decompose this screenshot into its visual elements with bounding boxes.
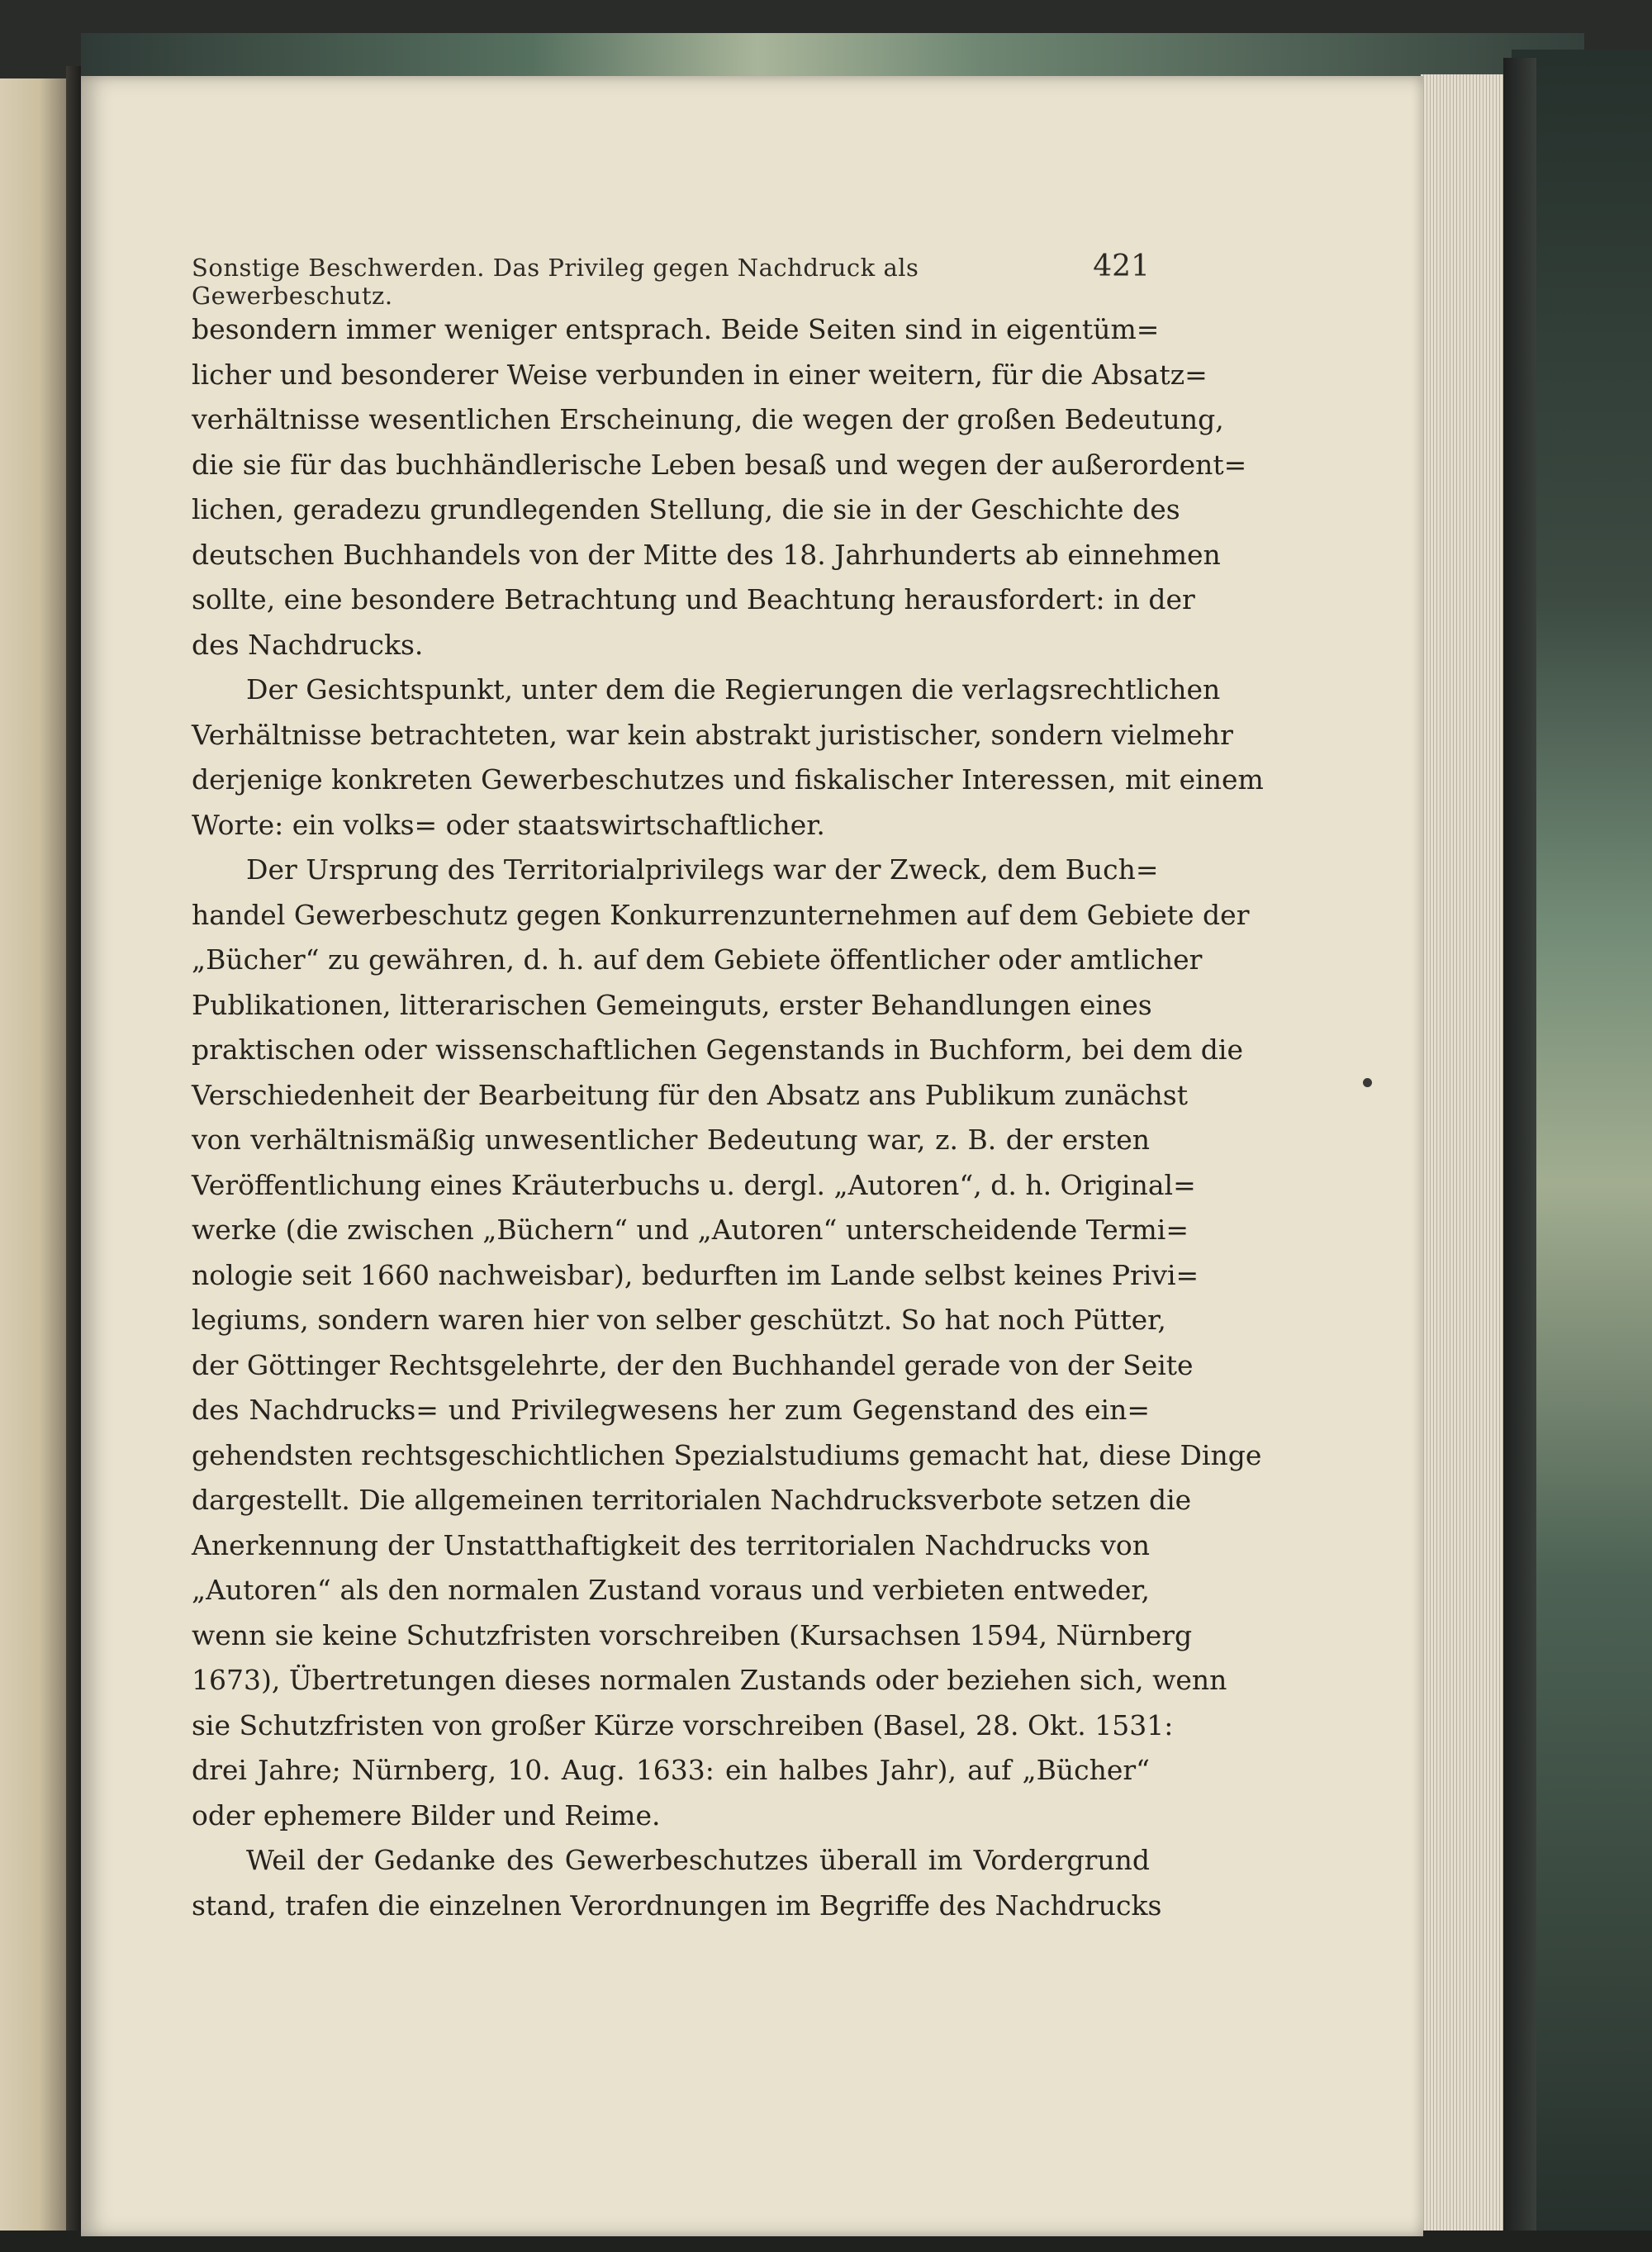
- cover-spine-shadow: [1503, 58, 1536, 2239]
- text-line: gehendsten rechtsgeschichtlichen Spezialstudiums gemacht hat, diese Dinge: [192, 1438, 1262, 1471]
- text-line: sie Schutzfristen von großer Kürze vorschreiben (Basel, 28. Okt. 1531:: [192, 1708, 1174, 1741]
- text-line: der Göttinger Rechtsgelehrte, der den Buchhandel gerade von der Seite: [192, 1348, 1194, 1381]
- page-number: 421: [1093, 249, 1150, 283]
- text-line: Worte: ein volks= oder staatswirtschaftlicher.: [192, 808, 825, 841]
- text-line: handel Gewerbeschutz gegen Konkurrenzunternehmen auf dem Gebiete der: [192, 898, 1250, 931]
- text-line: lichen, geradezu grundlegenden Stellung, die sie in der Geschichte des: [192, 493, 1180, 525]
- text-line: legiums, sondern waren hier von selber geschützt. So hat noch Pütter,: [192, 1304, 1166, 1336]
- text-line: sollte, eine besondere Betrachtung und Beachtung herausfordert: in der: [192, 583, 1195, 615]
- text-line: des Nachdrucks.: [192, 628, 424, 661]
- text-line: Weil der Gedanke des Gewerbeschutzes überall im Vordergrund: [246, 1844, 1150, 1876]
- text-line: praktischen oder wissenschaftlichen Gegenstands in Buchform, bei dem die: [192, 1033, 1243, 1066]
- text-line: des Nachdrucks= und Privilegwesens her zum Gegenstand des ein=: [192, 1394, 1150, 1426]
- text-line: verhältnisse wesentlichen Erscheinung, die wegen der großen Bedeutung,: [192, 403, 1224, 435]
- text-line: werke (die zwischen „Büchern“ und „Autoren“ unterscheidende Termi=: [192, 1214, 1189, 1246]
- text-line: stand, trafen die einzelnen Verordnungen im Begriffe des Nachdrucks: [192, 1889, 1162, 1922]
- text-line: oder ephemere Bilder und Reime.: [192, 1798, 661, 1832]
- text-line: „Bücher“ zu gewähren, d. h. auf dem Gebiete öffentlicher oder amtlicher: [192, 943, 1203, 976]
- text-line: Publikationen, litterarischen Gemeinguts, erster Behandlungen eines: [192, 988, 1152, 1021]
- running-head: [192, 249, 1150, 310]
- text-line: wenn sie keine Schutzfristen vorschreiben (Kursachsen 1594, Nürnberg: [192, 1618, 1193, 1651]
- text-line: die sie für das buchhändlerische Leben besaß und wegen der außerordent=: [192, 448, 1247, 481]
- left-page-edge: [0, 78, 66, 2235]
- text-line: Der Ursprung des Territorialprivilegs war der Zweck, dem Buch=: [246, 853, 1159, 886]
- text-line: besondern immer weniger entsprach. Beide Seiten sind in eigentüm=: [192, 313, 1160, 345]
- page-fore-edge: [1421, 74, 1503, 2239]
- text-line: Verhältnisse betrachteten, war kein abstrakt juristischer, sondern vielmehr: [192, 718, 1233, 751]
- text-line: 1673), Übertretungen dieses normalen Zustands oder beziehen sich, wenn: [192, 1664, 1227, 1696]
- text-line: drei Jahre; Nürnberg, 10. Aug. 1633: ein halbes Jahr), auf „Bücher“: [192, 1754, 1150, 1786]
- body-text: [192, 307, 1264, 1928]
- text-line: deutschen Buchhandels von der Mitte des 18. Jahrhunderts ab einnehmen: [192, 538, 1221, 571]
- text-line: nologie seit 1660 nachweisbar), bedurften im Lande selbst keines Privi=: [192, 1258, 1199, 1291]
- text-line: Anerkennung der Unstatthaftigkeit des territorialen Nachdrucks von: [192, 1528, 1150, 1561]
- text-line: Verschiedenheit der Bearbeitung für den Absatz ans Publikum zunächst: [192, 1078, 1188, 1111]
- text-line: Veröffentlichung eines Kräuterbuchs u. dergl. „Autoren“, d. h. Original=: [192, 1168, 1196, 1201]
- book-gutter: [66, 66, 81, 2247]
- text-line: derjenige konkreten Gewerbeschutzes und fiskalischer Interessen, mit einem: [192, 763, 1264, 796]
- text-line: Der Gesichtspunkt, unter dem die Regierungen die verlagsrechtlichen: [246, 673, 1221, 706]
- text-line: licher und besonderer Weise verbunden in einer weitern, für die Absatz=: [192, 358, 1208, 391]
- text-line: „Autoren“ als den normalen Zustand voraus und verbieten entweder,: [192, 1574, 1150, 1606]
- text-line: dargestellt. Die allgemeinen territorialen Nachdrucksverbote setzen die: [192, 1484, 1192, 1516]
- text-line: von verhältnismäßig unwesentlicher Bedeutung war, z. B. der ersten: [192, 1124, 1150, 1156]
- running-head-title: Sonstige Beschwerden. Das Privileg gegen Nachdruck als Gewerbeschutz.: [192, 254, 919, 310]
- page-spot: [1363, 1078, 1372, 1087]
